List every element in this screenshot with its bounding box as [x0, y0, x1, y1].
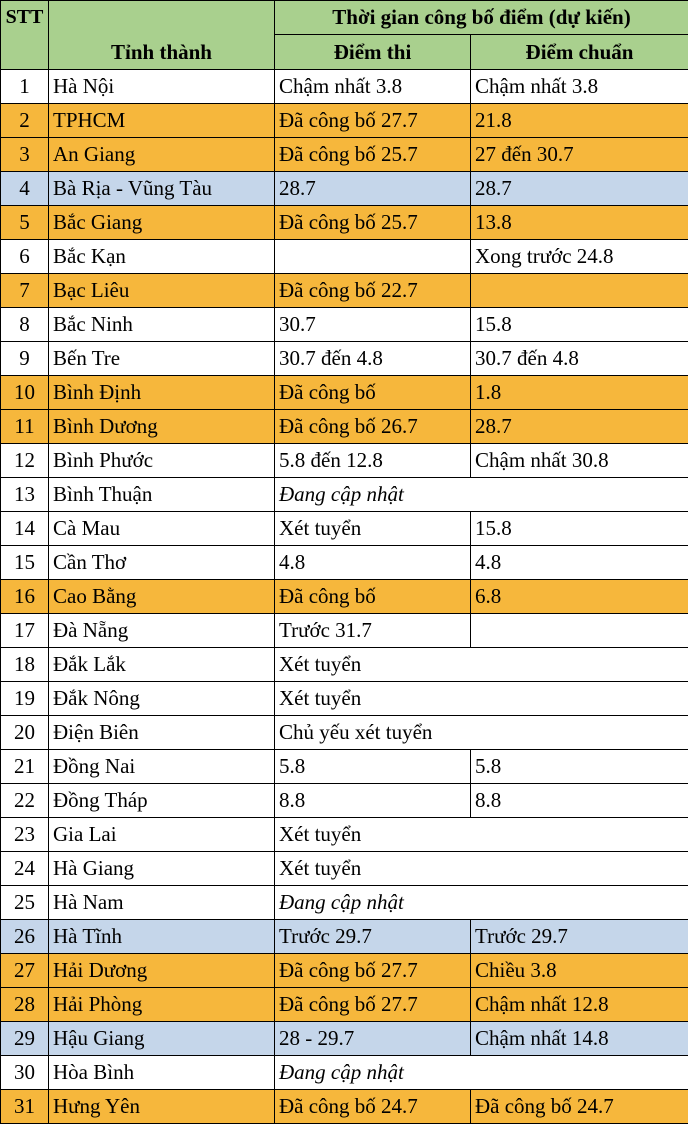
cell-benchmark: Xong trước 24.8 — [471, 240, 688, 274]
cell-exam: 30.7 — [275, 308, 471, 342]
cell-province: Hà Tĩnh — [49, 920, 275, 954]
table-row — [1, 954, 688, 988]
cell-benchmark: 13.8 — [471, 206, 688, 240]
cell-benchmark: Đã công bố 24.7 — [471, 1090, 688, 1124]
table-row — [1, 206, 688, 240]
table-row — [1, 682, 688, 716]
table-row — [1, 444, 688, 478]
cell-province: Bến Tre — [49, 342, 275, 376]
cell-benchmark: Chậm nhất 12.8 — [471, 988, 688, 1022]
cell-stt: 12 — [1, 444, 49, 478]
cell-stt: 2 — [1, 104, 49, 138]
cell-stt: 8 — [1, 308, 49, 342]
cell-stt: 19 — [1, 682, 49, 716]
cell-benchmark: 5.8 — [471, 750, 688, 784]
cell-exam-merged: Xét tuyển — [275, 648, 688, 682]
cell-province: Đồng Nai — [49, 750, 275, 784]
cell-stt: 25 — [1, 886, 49, 920]
cell-benchmark: 15.8 — [471, 512, 688, 546]
cell-stt: 22 — [1, 784, 49, 818]
cell-exam: 8.8 — [275, 784, 471, 818]
cell-province: Đồng Tháp — [49, 784, 275, 818]
cell-stt: 7 — [1, 274, 49, 308]
cell-benchmark: 15.8 — [471, 308, 688, 342]
table-row — [1, 988, 688, 1022]
table-row — [1, 342, 688, 376]
cell-benchmark: 1.8 — [471, 376, 688, 410]
cell-exam-merged: Xét tuyển — [275, 818, 688, 852]
cell-province: Hà Nội — [49, 70, 275, 104]
cell-exam-merged: Đang cập nhật — [275, 886, 688, 920]
table-row — [1, 1056, 688, 1090]
cell-province: Cà Mau — [49, 512, 275, 546]
table-row — [1, 818, 688, 852]
cell-benchmark — [471, 274, 688, 308]
cell-benchmark: 21.8 — [471, 104, 688, 138]
cell-province: Bắc Kạn — [49, 240, 275, 274]
cell-stt: 16 — [1, 580, 49, 614]
cell-exam: Đã công bố 26.7 — [275, 410, 471, 444]
table-row — [1, 274, 688, 308]
cell-stt: 18 — [1, 648, 49, 682]
cell-exam: 30.7 đến 4.8 — [275, 342, 471, 376]
cell-province: Hải Phòng — [49, 988, 275, 1022]
cell-stt: 5 — [1, 206, 49, 240]
cell-exam-merged: Chủ yếu xét tuyển — [275, 716, 688, 750]
cell-stt: 15 — [1, 546, 49, 580]
cell-benchmark: Chậm nhất 14.8 — [471, 1022, 688, 1056]
cell-benchmark: Chậm nhất 30.8 — [471, 444, 688, 478]
cell-exam: Chậm nhất 3.8 — [275, 70, 471, 104]
cell-province: Bà Rịa - Vũng Tàu — [49, 172, 275, 206]
cell-province: Bình Phước — [49, 444, 275, 478]
cell-province: Bình Thuận — [49, 478, 275, 512]
cell-exam-merged: Xét tuyển — [275, 682, 688, 716]
cell-stt: 17 — [1, 614, 49, 648]
table-row — [1, 920, 688, 954]
table-row — [1, 886, 688, 920]
cell-exam: Đã công bố 27.7 — [275, 988, 471, 1022]
table-row — [1, 478, 688, 512]
cell-benchmark: 6.8 — [471, 580, 688, 614]
cell-province: Hải Dương — [49, 954, 275, 988]
cell-province: Đắk Nông — [49, 682, 275, 716]
table-row — [1, 172, 688, 206]
table-row — [1, 852, 688, 886]
cell-benchmark: 28.7 — [471, 410, 688, 444]
cell-province: Hòa Bình — [49, 1056, 275, 1090]
cell-province: Hưng Yên — [49, 1090, 275, 1124]
cell-stt: 23 — [1, 818, 49, 852]
cell-province: Bắc Giang — [49, 206, 275, 240]
table-row — [1, 376, 688, 410]
cell-stt: 10 — [1, 376, 49, 410]
table-row — [1, 614, 688, 648]
cell-province: Hà Nam — [49, 886, 275, 920]
header-benchmark: Điểm chuẩn — [471, 35, 688, 70]
cell-exam: 5.8 đến 12.8 — [275, 444, 471, 478]
header-stt: STT — [1, 1, 49, 70]
cell-province: Bình Định — [49, 376, 275, 410]
cell-stt: 21 — [1, 750, 49, 784]
cell-exam: Xét tuyển — [275, 512, 471, 546]
table-row — [1, 1090, 688, 1124]
cell-province: Cần Thơ — [49, 546, 275, 580]
cell-stt: 29 — [1, 1022, 49, 1056]
cell-stt: 24 — [1, 852, 49, 886]
cell-province: Bạc Liêu — [49, 274, 275, 308]
cell-exam: Đã công bố 27.7 — [275, 104, 471, 138]
table-header — [1, 1, 688, 70]
table-row — [1, 70, 688, 104]
table-row — [1, 716, 688, 750]
table-row — [1, 240, 688, 274]
cell-stt: 1 — [1, 70, 49, 104]
cell-exam — [275, 240, 471, 274]
cell-exam: Trước 31.7 — [275, 614, 471, 648]
cell-exam: Đã công bố — [275, 376, 471, 410]
table-row — [1, 1022, 688, 1056]
cell-benchmark: 4.8 — [471, 546, 688, 580]
cell-stt: 31 — [1, 1090, 49, 1124]
cell-exam: Đã công bố 22.7 — [275, 274, 471, 308]
cell-exam-merged: Đang cập nhật — [275, 1056, 688, 1090]
table-row — [1, 648, 688, 682]
table-row — [1, 750, 688, 784]
cell-province: Hà Giang — [49, 852, 275, 886]
cell-stt: 3 — [1, 138, 49, 172]
cell-benchmark: Trước 29.7 — [471, 920, 688, 954]
cell-exam: Đã công bố — [275, 580, 471, 614]
table-row — [1, 138, 688, 172]
cell-exam-merged: Đang cập nhật — [275, 478, 688, 512]
cell-province: Bắc Ninh — [49, 308, 275, 342]
table-row — [1, 308, 688, 342]
cell-stt: 9 — [1, 342, 49, 376]
cell-province: TPHCM — [49, 104, 275, 138]
cell-benchmark: 30.7 đến 4.8 — [471, 342, 688, 376]
cell-benchmark — [471, 614, 688, 648]
cell-province: Điện Biên — [49, 716, 275, 750]
cell-stt: 11 — [1, 410, 49, 444]
cell-exam: 28.7 — [275, 172, 471, 206]
cell-province: Hậu Giang — [49, 1022, 275, 1056]
cell-exam: Đã công bố 25.7 — [275, 138, 471, 172]
cell-stt: 28 — [1, 988, 49, 1022]
cell-exam: Đã công bố 27.7 — [275, 954, 471, 988]
table-row — [1, 104, 688, 138]
cell-stt: 13 — [1, 478, 49, 512]
cell-benchmark: 27 đến 30.7 — [471, 138, 688, 172]
table-row — [1, 546, 688, 580]
cell-exam: Trước 29.7 — [275, 920, 471, 954]
cell-benchmark: Chiều 3.8 — [471, 954, 688, 988]
table-row — [1, 512, 688, 546]
table-row — [1, 410, 688, 444]
cell-stt: 20 — [1, 716, 49, 750]
table-row — [1, 784, 688, 818]
cell-exam: 4.8 — [275, 546, 471, 580]
cell-province: Đà Nẵng — [49, 614, 275, 648]
table-body — [1, 70, 688, 1124]
cell-exam: Đã công bố 25.7 — [275, 206, 471, 240]
cell-province: Gia Lai — [49, 818, 275, 852]
header-province: Tỉnh thành — [49, 1, 275, 70]
cell-stt: 26 — [1, 920, 49, 954]
cell-stt: 14 — [1, 512, 49, 546]
cell-stt: 27 — [1, 954, 49, 988]
cell-exam: Đã công bố 24.7 — [275, 1090, 471, 1124]
cell-exam: 28 - 29.7 — [275, 1022, 471, 1056]
cell-exam: 5.8 — [275, 750, 471, 784]
cell-exam-merged: Xét tuyển — [275, 852, 688, 886]
cell-province: Bình Dương — [49, 410, 275, 444]
cell-benchmark: 8.8 — [471, 784, 688, 818]
cell-benchmark: Chậm nhất 3.8 — [471, 70, 688, 104]
cell-province: Cao Bằng — [49, 580, 275, 614]
table-row — [1, 580, 688, 614]
cell-benchmark: 28.7 — [471, 172, 688, 206]
header-exam-score: Điểm thi — [275, 35, 471, 70]
cell-stt: 6 — [1, 240, 49, 274]
cell-province: Đắk Lắk — [49, 648, 275, 682]
cell-stt: 4 — [1, 172, 49, 206]
cell-stt: 30 — [1, 1056, 49, 1090]
header-announcement-group: Thời gian công bố điểm (dự kiến) — [275, 1, 688, 35]
cell-province: An Giang — [49, 138, 275, 172]
